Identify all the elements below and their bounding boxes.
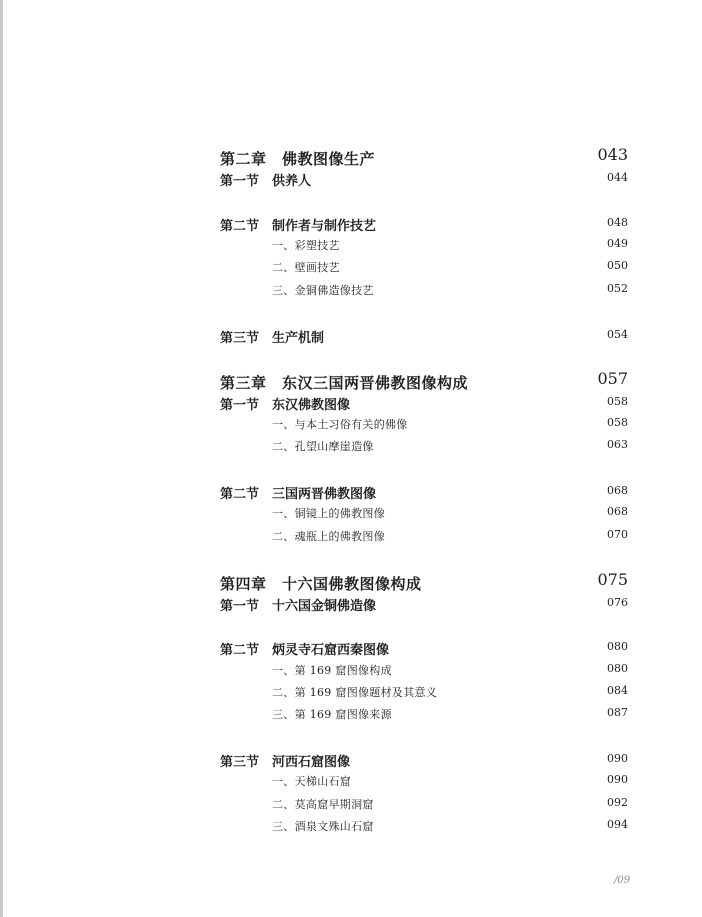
toc-page: 049: [607, 237, 628, 250]
toc-section[interactable]: [220, 483, 628, 505]
toc-page: 075: [597, 570, 628, 589]
toc-page: 058: [607, 416, 628, 429]
toc-label: 二、莫高窟早期洞窟: [272, 798, 374, 811]
toc-section[interactable]: [220, 595, 628, 617]
toc-item[interactable]: [220, 528, 628, 550]
toc-label: 二、第 169 窟图像题材及其意义: [272, 686, 438, 699]
page-edge: [0, 0, 3, 917]
toc-label: 第二节 炳灵寺石窟西秦图像: [220, 643, 390, 658]
toc-page: 043: [597, 145, 628, 164]
toc-section[interactable]: [220, 215, 628, 237]
toc-label: 二、孔望山摩崖造像: [272, 440, 374, 453]
toc-page: 076: [607, 596, 628, 609]
toc-section[interactable]: [220, 751, 628, 773]
toc-label: 第一节 十六国金铜佛造像: [220, 599, 377, 614]
toc-page: 068: [607, 505, 628, 518]
toc-page: 050: [607, 259, 628, 272]
toc-section[interactable]: [220, 394, 628, 416]
toc-label: 第三节 生产机制: [220, 331, 325, 346]
toc-label: 第三章 东汉三国两晋佛教图像构成: [220, 374, 469, 392]
toc-label: 二、魂瓶上的佛教图像: [272, 530, 385, 543]
toc-page: 090: [607, 773, 628, 786]
toc-page: 048: [607, 216, 628, 229]
toc-label: 第二章 佛教图像生产: [220, 150, 376, 168]
toc-page: 058: [607, 395, 628, 408]
toc-page: 084: [607, 684, 628, 697]
toc-item[interactable]: [220, 796, 628, 818]
toc-page: 063: [607, 438, 628, 451]
toc-item[interactable]: [220, 282, 628, 304]
toc-item[interactable]: [220, 505, 628, 527]
toc-label: 二、壁画技艺: [272, 261, 340, 274]
toc-label: 第三节 河西石窟图像: [220, 755, 351, 770]
toc-label: 第四章 十六国佛教图像构成: [220, 575, 422, 593]
toc-item[interactable]: [220, 416, 628, 438]
toc-chapter[interactable]: [220, 369, 628, 394]
toc-page: 092: [607, 796, 628, 809]
toc-page: 068: [607, 484, 628, 497]
toc-page: 070: [607, 528, 628, 541]
toc-label: 一、与本土习俗有关的佛像: [272, 418, 408, 431]
toc-item[interactable]: [220, 438, 628, 460]
toc-page: 052: [607, 282, 628, 295]
toc-label: 第一节 东汉佛教图像: [220, 398, 351, 413]
toc-label: 一、天梯山石窟: [272, 775, 352, 788]
toc-label: 第一节 供养人: [220, 174, 312, 189]
toc-label: 一、铜镜上的佛教图像: [272, 507, 385, 520]
toc-item[interactable]: [220, 237, 628, 259]
toc-label: 第二节 三国两晋佛教图像: [220, 487, 377, 502]
toc-item[interactable]: [220, 662, 628, 684]
toc-page: 080: [607, 640, 628, 653]
toc-page: 044: [607, 171, 628, 184]
toc-page: 087: [607, 706, 628, 719]
toc-item[interactable]: [220, 259, 628, 281]
toc-label: 第二节 制作者与制作技艺: [220, 219, 377, 234]
page-number: /09: [614, 875, 631, 886]
toc-item[interactable]: [220, 773, 628, 795]
toc-item[interactable]: [220, 706, 628, 728]
toc-page: 080: [607, 662, 628, 675]
toc-label: 三、金铜佛造像技艺: [272, 284, 374, 297]
toc-label: 一、第 169 窟图像构成: [272, 664, 392, 677]
toc-chapter[interactable]: [220, 145, 628, 170]
toc-page: 054: [607, 328, 628, 341]
toc-chapter[interactable]: [220, 570, 628, 595]
toc-label: 三、第 169 窟图像来源: [272, 708, 392, 721]
toc-section[interactable]: [220, 639, 628, 661]
toc-page: 090: [607, 752, 628, 765]
toc-page: 094: [607, 818, 628, 831]
toc-label: 三、酒泉文殊山石窟: [272, 820, 374, 833]
toc-item[interactable]: [220, 684, 628, 706]
toc-label: 一、彩塑技艺: [272, 239, 340, 252]
toc-section[interactable]: [220, 170, 628, 192]
toc-item[interactable]: [220, 818, 628, 840]
toc-section[interactable]: [220, 327, 628, 349]
toc-page: 057: [597, 369, 628, 388]
